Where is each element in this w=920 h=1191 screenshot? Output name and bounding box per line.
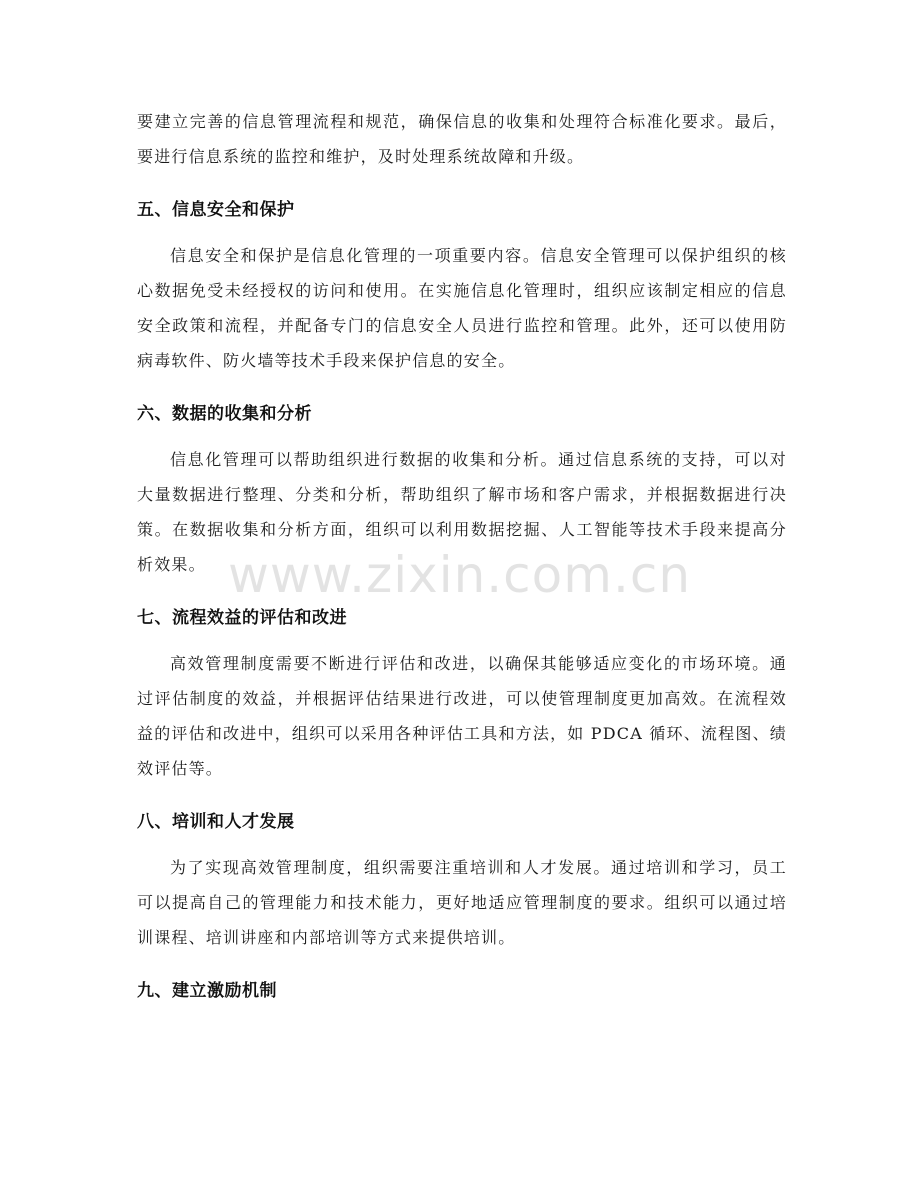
- section-heading-7: 七、流程效益的评估和改进: [137, 608, 347, 628]
- section-heading-5: 五、信息安全和保护: [137, 200, 295, 220]
- section-paragraph-7: 高效管理制度需要不断进行评估和改进，以确保其能够适应变化的市场环境。通过评估制度的效益，并根据评估结果进行改进，可以使管理制度更加高效。在流程效益的评估和改进中，组织可以采用各种评估工具和方法，如 PDCA 循环、流程图、绩效评估等。: [137, 654, 787, 778]
- document-body: [137, 104, 787, 1003]
- section-paragraph-6: 信息化管理可以帮助组织进行数据的收集和分析。通过信息系统的支持，可以对大量数据进行整理、分类和分析，帮助组织了解市场和客户需求，并根据数据进行决策。在数据收集和分析方面，组织可以利用数据挖掘、人工智能等技术手段来提高分析效果。: [137, 450, 787, 574]
- section-heading-6: 六、数据的收集和分析: [137, 404, 312, 424]
- intro-paragraph: 要建立完善的信息管理流程和规范，确保信息的收集和处理符合标准化要求。最后，要进行信息系统的监控和维护，及时处理系统故障和升级。: [137, 112, 787, 166]
- section-heading-8: 八、培训和人才发展: [137, 812, 295, 832]
- section-paragraph-8: 为了实现高效管理制度，组织需要注重培训和人才发展。通过培训和学习，员工可以提高自己的管理能力和技术能力，更好地适应管理制度的要求。组织可以通过培训课程、培训讲座和内部培训等方式来提供培训。: [137, 858, 787, 947]
- section-paragraph-5: 信息安全和保护是信息化管理的一项重要内容。信息安全管理可以保护组织的核心数据免受未经授权的访问和使用。在实施信息化管理时，组织应该制定相应的信息安全政策和流程，并配备专门的信息安全人员进行监控和管理。此外，还可以使用防病毒软件、防火墙等技术手段来保护信息的安全。: [137, 246, 787, 370]
- watermark-text: www.zixin.com.cn: [228, 546, 692, 604]
- section-heading-9: 九、建立激励机制: [137, 981, 277, 1001]
